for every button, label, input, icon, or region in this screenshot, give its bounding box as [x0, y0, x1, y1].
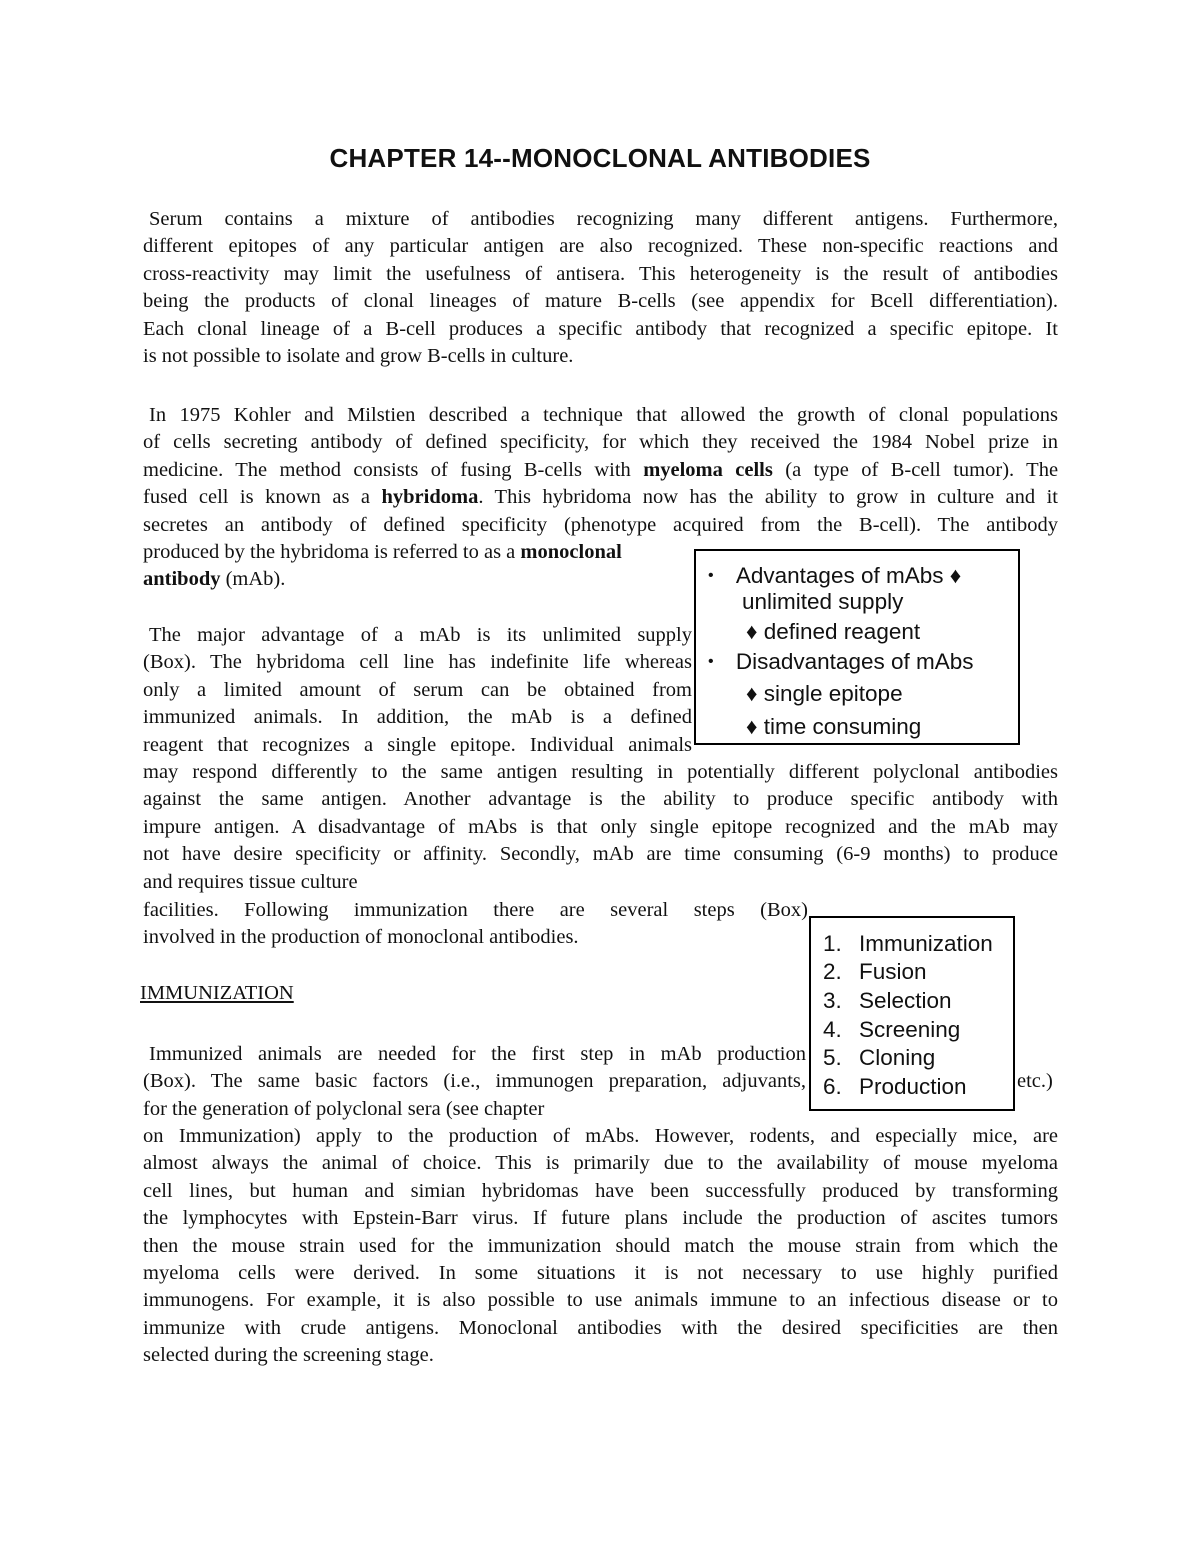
disadvantage-item: ♦ time consuming [746, 714, 922, 739]
chapter-title: CHAPTER 14--MONOCLONAL ANTIBODIES [329, 143, 871, 173]
bullet-icon: • [708, 653, 714, 670]
disadvantages-row [708, 649, 974, 675]
text-line: (Box). The hybridoma cell line has indefinite life whereas [143, 651, 692, 674]
advantages-row [708, 563, 961, 589]
text-line: impure antigen. A disadvantage of mAbs is that only single epitope recognized and the mAb may [143, 815, 1058, 838]
text-line: immunize with crude antigens. Monoclonal antibodies with the desired specificities are then [143, 1316, 1058, 1339]
text-line: of cells secreting antibody of defined specificity, for which they received the 1984 Nobel prize in [143, 431, 1058, 454]
advantage-item: unlimited supply [742, 589, 904, 614]
section-heading-immunization: IMMUNIZATION [140, 982, 294, 1004]
text-line: not have desire specificity or affinity. Secondly, mAb are time consuming (6-9 months) to produce [143, 843, 1058, 866]
text-line: against the same antigen. Another advantage is the ability to produce specific antibody with [143, 788, 1058, 811]
step-item: 3. Selection [823, 988, 952, 1013]
text-line: being the products of clonal lineages of mature B-cells (see appendix for Bcell differentiation). [143, 290, 1058, 313]
disadvantage-item: ♦ single epitope [746, 681, 903, 706]
step-item: 1. Immunization [823, 931, 993, 956]
step-item: 2. Fusion [823, 959, 927, 984]
paragraph-intro [143, 206, 1058, 370]
text-line: cell lines, but human and simian hybridomas have been successfully produced by transforming [143, 1179, 1058, 1202]
text-line: medicine. The method consists of fusing B-cells with myeloma cells (a type of B-cell tumor). The [143, 458, 1059, 481]
text-line: cross-reactivity may limit the usefulness of antisera. This heterogeneity is the result of antibodies [143, 262, 1058, 285]
text-line: secretes an antibody of defined specificity (phenotype acquired from the B-cell). The antibody [143, 513, 1058, 536]
text-line: immunogens. For example, it is also possible to use animals immune to an infectious disease or to [143, 1289, 1058, 1312]
text-line: selected during the screening stage. [143, 1344, 434, 1367]
production-steps-box [809, 916, 1015, 1111]
text-line: facilities. Following immunization there are several steps (Box) [143, 899, 808, 921]
text-line: almost always the animal of choice. This is primarily due to the availability of mouse myeloma [143, 1152, 1058, 1175]
term-monoclonal: monoclonal [520, 541, 622, 564]
paragraph-immunization-continued [143, 1123, 1058, 1370]
step-item: 4. Screening [823, 1017, 961, 1042]
text-line: The major advantage of a mAb is its unlimited supply [149, 624, 692, 646]
text-line: involved in the production of monoclonal antibodies. [143, 926, 579, 949]
text-line: produced by the hybridoma is referred to as a monoclonal [143, 541, 622, 564]
paragraph-steps [143, 897, 808, 952]
paragraph-immunization [143, 1041, 806, 1096]
paragraph-advantages-continued [143, 759, 1058, 896]
text-line: the lymphocytes with Epstein-Barr virus. If future plans include the production of ascites tumors [143, 1207, 1058, 1230]
text-fragment-etc: etc.) [1017, 1070, 1053, 1092]
bullet-icon: • [708, 567, 714, 584]
term-myeloma-cells: myeloma cells [643, 458, 773, 481]
disadvantages-heading: Disadvantages of mAbs [735, 649, 974, 674]
text-line: Serum contains a mixture of antibodies recognizing many different antigens. Furthermore, [149, 208, 1058, 230]
term-hybridoma: hybridoma [381, 486, 479, 509]
advantage-item: ♦ defined reagent [746, 619, 921, 644]
text-line: antibody (mAb). [143, 568, 286, 591]
text-line: may respond differently to the same antigen resulting in potentially different polyclonal antibodies [143, 761, 1058, 783]
text-line: and requires tissue culture [143, 870, 358, 893]
text-line: is not possible to isolate and grow B-cells in culture. [143, 345, 574, 368]
text-line: reagent that recognizes a single epitope. Individual animals [143, 733, 692, 756]
text-line: Each clonal lineage of a B-cell produces a specific antibody that recognized a specific epitope. It [143, 317, 1058, 340]
text-line: fused cell is known as a hybridoma. This hybridoma now has the ability to grow in culture and it [143, 486, 1058, 509]
text-line: myeloma cells were derived. In some situations it is not necessary to use highly purified [143, 1262, 1058, 1285]
step-item: 5. Cloning [823, 1045, 936, 1070]
text-line: different epitopes of any particular antigen are also recognized. These non-specific reactions and [143, 235, 1058, 258]
paragraph-immunization-line: for the generation of polyclonal sera (see chapter [143, 1098, 545, 1120]
text-line: on Immunization) apply to the production of mAbs. However, rodents, and especially mice, are [143, 1125, 1058, 1147]
advantages-box [694, 549, 1020, 745]
text-line: Immunized animals are needed for the first step in mAb production [149, 1043, 806, 1065]
advantages-heading: Advantages of mAbs ♦ [735, 563, 962, 588]
text-line: immunized animals. In addition, the mAb is a defined [143, 706, 692, 729]
term-antibody: antibody [143, 568, 221, 591]
text-line: only a limited amount of serum can be obtained from [143, 678, 692, 701]
text-line: then the mouse strain used for the immunization should match the mouse strain from which the [143, 1234, 1058, 1257]
text-line: (Box). The same basic factors (i.e., immunogen preparation, adjuvants, [143, 1070, 806, 1093]
text-line: In 1975 Kohler and Milstien described a technique that allowed the growth of clonal populations [149, 404, 1058, 426]
step-item: 6. Production [823, 1074, 967, 1099]
paragraph-advantages [143, 622, 692, 759]
